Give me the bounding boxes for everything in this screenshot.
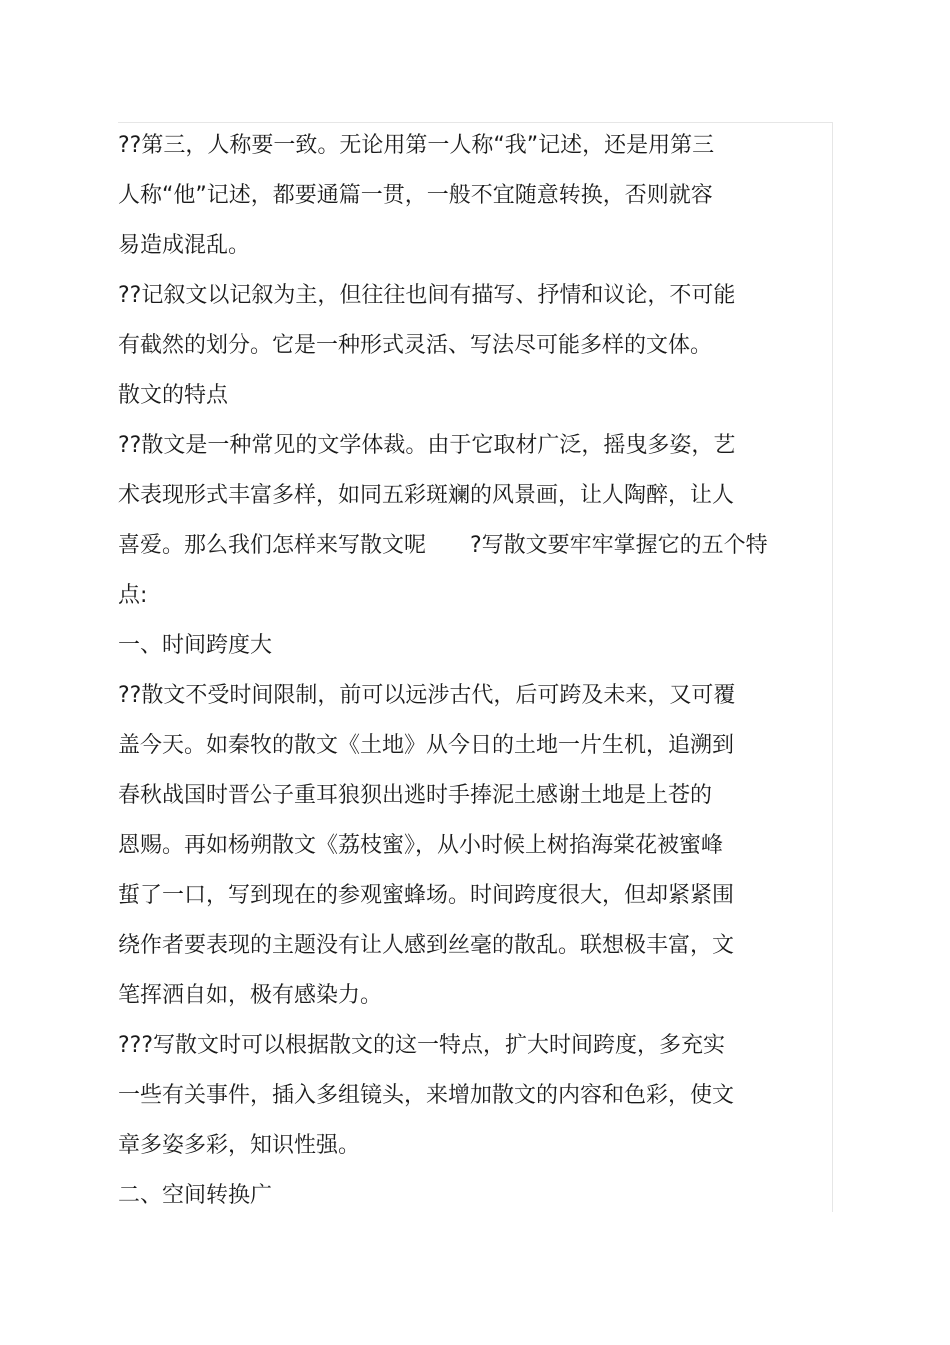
text-line: 恩赐。再如杨朔散文《荔枝蜜》，从小时候上树掐海棠花被蜜峰 bbox=[118, 833, 724, 858]
section-heading: 一、时间跨度大 bbox=[118, 633, 273, 658]
text-line: ??第三，人称要一致。无论用第一人称“我”记述，还是用第三 bbox=[118, 133, 715, 158]
text-line: 人称“他”记述，都要通篇一贯，一般不宜随意转换，否则就容 bbox=[118, 183, 713, 208]
text-line: 一些有关事件，插入多组镜头，来增加散文的内容和色彩，使文 bbox=[118, 1083, 735, 1108]
text-line: 点: bbox=[118, 583, 148, 608]
text-line: 喜爱。那么我们怎样来写散文呢 ?写散文要牢牢掌握它的五个特 bbox=[118, 533, 768, 558]
text-line: ??散文不受时间限制，前可以远涉古代，后可跨及未来，又可覆 bbox=[118, 683, 736, 708]
text-line: 笔挥洒自如，极有感染力。 bbox=[118, 983, 383, 1008]
document-body bbox=[118, 121, 808, 1221]
text-line: 术表现形式丰富多样，如同五彩斑斓的风景画，让人陶醉，让人 bbox=[118, 483, 735, 508]
text-line: ??记叙文以记叙为主，但往往也间有描写、抒情和议论，不可能 bbox=[118, 283, 736, 308]
text-line: 有截然的划分。它是一种形式灵活、写法尽可能多样的文体。 bbox=[118, 333, 713, 358]
section-heading: 散文的特点 bbox=[118, 383, 229, 408]
text-line: 绕作者要表现的主题没有让人感到丝毫的散乱。联想极丰富，文 bbox=[118, 933, 735, 958]
text-line: 蜇了一口，写到现在的参观蜜蜂场。时间跨度很大，但却紧紧围 bbox=[118, 883, 735, 908]
text-line: 易造成混乱。 bbox=[118, 233, 251, 258]
section-heading: 二、空间转换广 bbox=[118, 1183, 273, 1208]
text-line: 盖今天。如秦牧的散文《土地》从今日的土地一片生机，追溯到 bbox=[118, 733, 735, 758]
text-line: ??散文是一种常见的文学体裁。由于它取材广泛，摇曳多姿，艺 bbox=[118, 433, 736, 458]
text-line: ???写散文时可以根据散文的这一特点，扩大时间跨度，多充实 bbox=[118, 1033, 726, 1058]
text-line: 春秋战国时晋公子重耳狼狈出逃时手捧泥土感谢土地是上苍的 bbox=[118, 783, 713, 808]
text-line: 章多姿多彩，知识性强。 bbox=[118, 1133, 361, 1158]
